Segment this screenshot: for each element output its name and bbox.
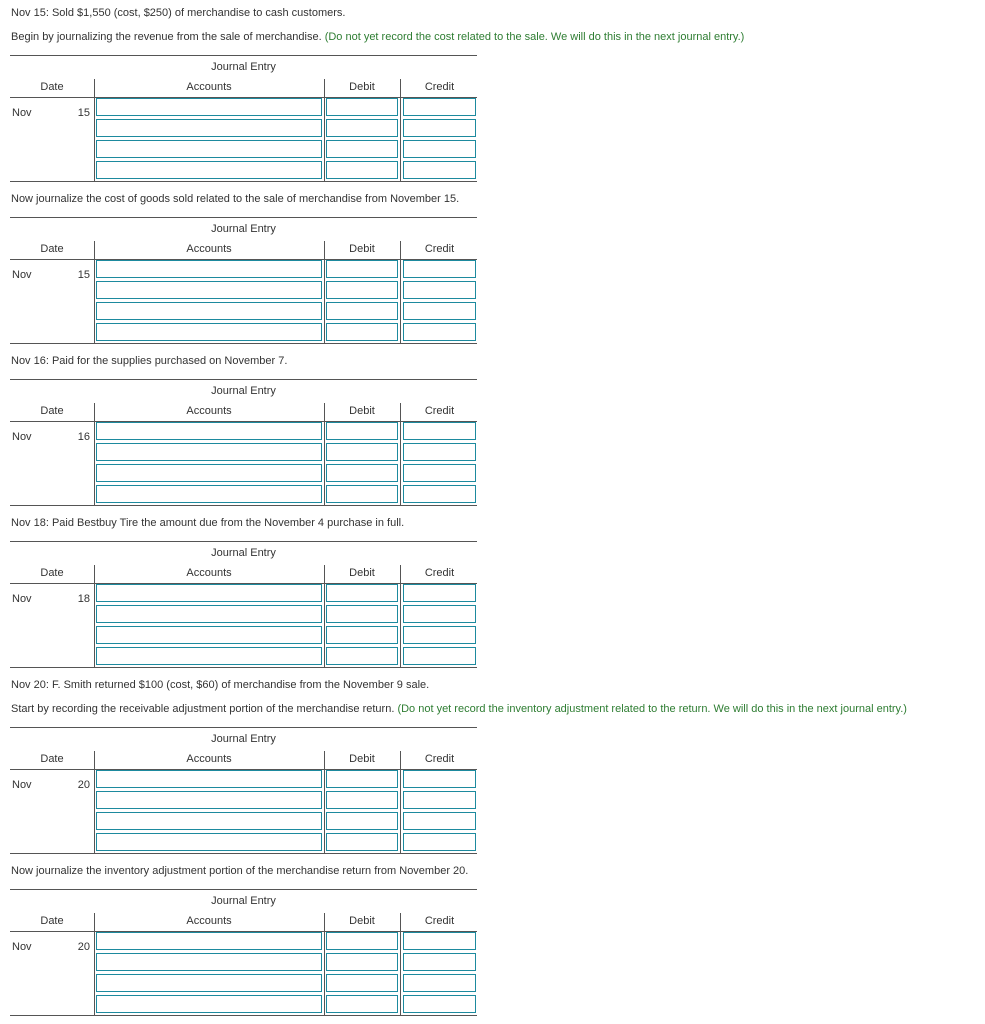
date-month: Nov — [12, 593, 32, 605]
column-divider — [94, 79, 95, 181]
table-bottom-border — [10, 181, 477, 182]
account-input-row-3[interactable] — [96, 974, 322, 992]
date-month: Nov — [12, 431, 32, 443]
entry-1-instruction-text: Begin by journalizing the revenue from the sale of merchandise. — [11, 31, 322, 43]
journal-entry-title: Journal Entry — [10, 55, 477, 76]
account-input-row-4[interactable] — [96, 485, 322, 503]
column-divider — [324, 565, 325, 667]
debit-input-row-1[interactable] — [326, 932, 398, 950]
debit-input-row-3[interactable] — [326, 140, 398, 158]
debit-input-row-3[interactable] — [326, 626, 398, 644]
date-day: 18 — [77, 593, 90, 605]
debit-input-row-3[interactable] — [326, 302, 398, 320]
account-input-row-4[interactable] — [96, 995, 322, 1013]
account-input-row-3[interactable] — [96, 140, 322, 158]
column-divider — [94, 241, 95, 343]
account-input-row-3[interactable] — [96, 302, 322, 320]
debit-input-row-1[interactable] — [326, 98, 398, 116]
debit-input-row-1[interactable] — [326, 584, 398, 602]
column-divider — [94, 403, 95, 505]
journal-entry-table-2 — [10, 217, 477, 343]
date-day: 15 — [77, 107, 90, 119]
entry-5-instruction — [11, 703, 907, 715]
account-input-row-4[interactable] — [96, 647, 322, 665]
column-divider — [324, 913, 325, 1015]
credit-input-row-3[interactable] — [403, 626, 476, 644]
journal-entry-title: Journal Entry — [10, 727, 477, 748]
account-input-row-2[interactable] — [96, 605, 322, 623]
journal-entry-table-1 — [10, 55, 477, 181]
debit-column-header: Debit — [349, 567, 375, 579]
credit-input-row-1[interactable] — [403, 422, 476, 440]
date-column-header: Date — [40, 915, 64, 927]
debit-column-header: Debit — [349, 243, 375, 255]
entry-5-hint: (Do not yet record the inventory adjustment related to the return. We will do this in the next journal entry.) — [397, 703, 907, 715]
table-bottom-border — [10, 667, 477, 668]
debit-input-row-2[interactable] — [326, 953, 398, 971]
credit-input-row-4[interactable] — [403, 323, 476, 341]
entry-4-prompt: Nov 18: Paid Bestbuy Tire the amount due from the November 4 purchase in full. — [11, 517, 405, 529]
table-header-row — [10, 913, 477, 932]
debit-input-row-3[interactable] — [326, 974, 398, 992]
debit-input-row-1[interactable] — [326, 260, 398, 278]
account-input-row-3[interactable] — [96, 464, 322, 482]
account-input-row-3[interactable] — [96, 626, 322, 644]
account-input-row-2[interactable] — [96, 281, 322, 299]
date-month: Nov — [12, 941, 32, 953]
account-input-row-4[interactable] — [96, 161, 322, 179]
debit-input-row-1[interactable] — [326, 770, 398, 788]
accounts-column-header: Accounts — [186, 753, 232, 765]
column-divider — [324, 403, 325, 505]
debit-input-row-4[interactable] — [326, 647, 398, 665]
entry-3-prompt: Nov 16: Paid for the supplies purchased on November 7. — [11, 355, 288, 367]
table-header-row — [10, 751, 477, 770]
credit-input-row-3[interactable] — [403, 140, 476, 158]
debit-input-row-2[interactable] — [326, 791, 398, 809]
credit-input-row-2[interactable] — [403, 953, 476, 971]
account-input-row-2[interactable] — [96, 119, 322, 137]
account-input-row-1[interactable] — [96, 932, 322, 950]
accounts-column-header: Accounts — [186, 915, 232, 927]
column-divider — [94, 913, 95, 1015]
entry-6-prompt: Now journalize the inventory adjustment portion of the merchandise return from November 20. — [11, 865, 469, 877]
entry-1-hint: (Do not yet record the cost related to the sale. We will do this in the next journal entry.) — [324, 31, 745, 43]
column-divider — [324, 751, 325, 853]
table-header-row — [10, 79, 477, 98]
credit-input-row-2[interactable] — [403, 791, 476, 809]
debit-input-row-2[interactable] — [326, 281, 398, 299]
entry-5-instruction-text: Start by recording the receivable adjustment portion of the merchandise return. — [11, 703, 395, 715]
account-input-row-1[interactable] — [96, 98, 322, 116]
credit-input-row-3[interactable] — [403, 302, 476, 320]
entry-1-instruction — [11, 31, 744, 43]
table-header-row — [10, 565, 477, 584]
account-input-row-2[interactable] — [96, 791, 322, 809]
journal-entry-title: Journal Entry — [10, 379, 477, 400]
account-input-row-1[interactable] — [96, 584, 322, 602]
credit-column-header: Credit — [424, 753, 455, 765]
column-divider — [400, 565, 401, 667]
account-input-row-2[interactable] — [96, 443, 322, 461]
debit-input-row-3[interactable] — [326, 812, 398, 830]
column-divider — [400, 751, 401, 853]
table-bottom-border — [10, 505, 477, 506]
journal-entry-table-3 — [10, 379, 477, 505]
date-column-header: Date — [40, 567, 64, 579]
accounts-column-header: Accounts — [186, 567, 232, 579]
credit-input-row-1[interactable] — [403, 260, 476, 278]
journal-entry-title: Journal Entry — [10, 889, 477, 910]
credit-column-header: Credit — [424, 567, 455, 579]
debit-input-row-2[interactable] — [326, 443, 398, 461]
column-divider — [400, 913, 401, 1015]
credit-input-row-2[interactable] — [403, 443, 476, 461]
credit-column-header: Credit — [424, 405, 455, 417]
column-divider — [324, 79, 325, 181]
account-input-row-2[interactable] — [96, 953, 322, 971]
date-column-header: Date — [40, 405, 64, 417]
column-divider — [94, 751, 95, 853]
debit-input-row-4[interactable] — [326, 485, 398, 503]
debit-column-header: Debit — [349, 753, 375, 765]
debit-input-row-4[interactable] — [326, 161, 398, 179]
table-bottom-border — [10, 1015, 477, 1016]
credit-input-row-4[interactable] — [403, 833, 476, 851]
account-input-row-1[interactable] — [96, 422, 322, 440]
entry-5-prompt: Nov 20: F. Smith returned $100 (cost, $60) of merchandise from the November 9 sale. — [11, 679, 430, 691]
account-input-row-1[interactable] — [96, 260, 322, 278]
debit-column-header: Debit — [349, 405, 375, 417]
journal-entry-table-4 — [10, 541, 477, 667]
column-divider — [324, 241, 325, 343]
column-divider — [400, 241, 401, 343]
debit-column-header: Debit — [349, 81, 375, 93]
table-bottom-border — [10, 853, 477, 854]
credit-input-row-3[interactable] — [403, 464, 476, 482]
credit-input-row-2[interactable] — [403, 119, 476, 137]
table-header-row — [10, 403, 477, 422]
column-divider — [400, 79, 401, 181]
debit-input-row-2[interactable] — [326, 605, 398, 623]
debit-input-row-1[interactable] — [326, 422, 398, 440]
credit-input-row-3[interactable] — [403, 974, 476, 992]
date-day: 15 — [77, 269, 90, 281]
date-month: Nov — [12, 779, 32, 791]
date-month: Nov — [12, 107, 32, 119]
date-column-header: Date — [40, 753, 64, 765]
credit-input-row-1[interactable] — [403, 584, 476, 602]
table-bottom-border — [10, 343, 477, 344]
credit-input-row-1[interactable] — [403, 932, 476, 950]
credit-input-row-2[interactable] — [403, 605, 476, 623]
date-day: 20 — [77, 941, 90, 953]
date-day: 20 — [77, 779, 90, 791]
credit-input-row-4[interactable] — [403, 995, 476, 1013]
column-divider — [400, 403, 401, 505]
account-input-row-3[interactable] — [96, 812, 322, 830]
account-input-row-4[interactable] — [96, 833, 322, 851]
account-input-row-1[interactable] — [96, 770, 322, 788]
date-day: 16 — [77, 431, 90, 443]
debit-input-row-4[interactable] — [326, 995, 398, 1013]
entry-2-prompt: Now journalize the cost of goods sold related to the sale of merchandise from November 15. — [11, 193, 460, 205]
journal-entry-title: Journal Entry — [10, 541, 477, 562]
journal-entry-table-6 — [10, 889, 477, 1015]
entry-1-prompt: Nov 15: Sold $1,550 (cost, $250) of merchandise to cash customers. — [11, 7, 346, 19]
accounts-column-header: Accounts — [186, 243, 232, 255]
journal-entry-table-5 — [10, 727, 477, 853]
credit-input-row-4[interactable] — [403, 647, 476, 665]
debit-input-row-4[interactable] — [326, 323, 398, 341]
credit-column-header: Credit — [424, 81, 455, 93]
credit-input-row-2[interactable] — [403, 281, 476, 299]
credit-input-row-4[interactable] — [403, 485, 476, 503]
table-header-row — [10, 241, 477, 260]
credit-input-row-1[interactable] — [403, 98, 476, 116]
debit-column-header: Debit — [349, 915, 375, 927]
debit-input-row-2[interactable] — [326, 119, 398, 137]
date-column-header: Date — [40, 81, 64, 93]
credit-input-row-4[interactable] — [403, 161, 476, 179]
account-input-row-4[interactable] — [96, 323, 322, 341]
column-divider — [94, 565, 95, 667]
accounts-column-header: Accounts — [186, 81, 232, 93]
journal-entry-title: Journal Entry — [10, 217, 477, 238]
credit-input-row-1[interactable] — [403, 770, 476, 788]
credit-input-row-3[interactable] — [403, 812, 476, 830]
date-month: Nov — [12, 269, 32, 281]
debit-input-row-4[interactable] — [326, 833, 398, 851]
date-column-header: Date — [40, 243, 64, 255]
credit-column-header: Credit — [424, 243, 455, 255]
debit-input-row-3[interactable] — [326, 464, 398, 482]
credit-column-header: Credit — [424, 915, 455, 927]
accounts-column-header: Accounts — [186, 405, 232, 417]
